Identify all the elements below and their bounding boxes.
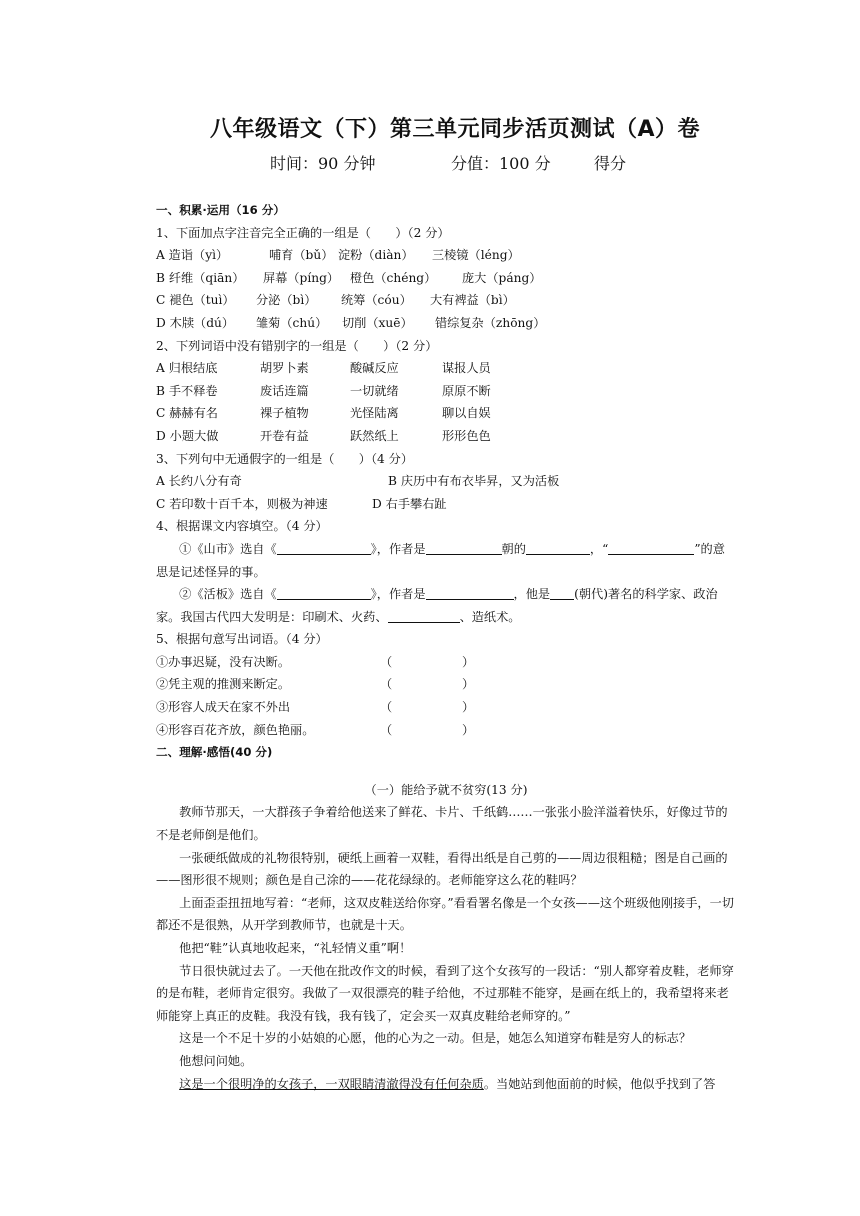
q2-d-2: 开卷有益 <box>260 428 309 443</box>
q2-c-4: 聊以自娱 <box>442 406 491 421</box>
q1-row-a <box>156 244 736 267</box>
q4-blank-1[interactable] <box>277 540 371 555</box>
q3-row-ab <box>156 470 736 493</box>
q2-c-3: 光怪陆离 <box>350 406 399 421</box>
q2-a-3: 酸碱反应 <box>350 361 399 376</box>
q1-a-4: 三棱镜（léng） <box>432 248 520 263</box>
exam-time: 时间：90 分钟 <box>270 154 376 173</box>
title-text: 八年级语文（下）第三单元同步活页测试（A）卷 <box>209 117 701 142</box>
q2-row-d <box>156 425 736 448</box>
passage-para-6: 这是一个不足十岁的小姑娘的心愿，他的心为之一动。但是，她怎么知道穿布鞋是穷人的标志？ <box>179 1031 692 1046</box>
passage-para-8: 这是一个很明净的女孩子，一双眼睛清澈得没有任何杂质。当她站到他面前的时候，他似乎找到了答 <box>179 1076 716 1091</box>
q4-line-2: ②《活板》选自《 》，作者是 ，他是 (朝代)著名的科学家、政治 <box>179 587 718 602</box>
q4-blank-7[interactable] <box>550 585 574 600</box>
q2-b-4: 原原不断 <box>442 383 491 398</box>
q1-row-b <box>156 267 736 290</box>
q1-c-3: 统筹（cóu） <box>341 293 412 308</box>
q2-stem: 2、下列词语中没有错别字的一组是（ ）（2 分） <box>156 338 438 353</box>
q5-item-1: ①办事迟疑，没有决断。 （ ） <box>156 654 475 669</box>
q4-blank-6[interactable] <box>426 585 514 600</box>
q3-a: A 长约八分有奇 <box>156 474 242 489</box>
passage-heading: （一）能给予就不贫穷(13 分) <box>364 782 528 797</box>
q2-b-3: 一切就绪 <box>350 383 399 398</box>
underlined-sentence: 这是一个很明净的女孩子，一双眼睛清澈得没有任何杂质 <box>179 1076 484 1091</box>
passage-para-2: 一张硬纸做成的礼物很特别，硬纸上画着一双鞋，看得出纸是自己剪的——周边很粗糙；图是自己画的——图形很不规则；颜色是自己涂的——花花绿绿的。老师能穿这么花的鞋吗？ <box>156 850 728 888</box>
q3-c: C 若印数十百千本，则极为神速 <box>156 496 328 511</box>
q1-b-1: B 纤维（qiān） <box>156 270 245 285</box>
q4-blank-4[interactable] <box>608 540 694 555</box>
q1-b-4: 庞大（páng） <box>462 270 542 285</box>
q2-row-a <box>156 357 736 380</box>
q3-stem: 3、下列句中无通假字的一组是（ ）（4 分） <box>156 451 414 466</box>
q2-c-2: 裸子植物 <box>260 406 309 421</box>
q1-a-1: A 造诣（yì） <box>156 248 229 263</box>
q1-row-d <box>156 312 736 335</box>
q1-b-2: 屏幕（píng） <box>263 270 340 285</box>
q1-d-3: 切削（xuē） <box>342 315 413 330</box>
q4-blank-5[interactable] <box>277 585 371 600</box>
q3-row-cd <box>156 493 736 516</box>
q4-blank-2[interactable] <box>426 540 502 555</box>
q4-line-2-cont: 家。我国古代四大发明是：印刷术、火药、 、造纸术。 <box>156 609 521 624</box>
q4-blank-3[interactable] <box>526 540 590 555</box>
passage-para-1: 教师节那天，一大群孩子争着给他送来了鲜花、卡片、千纸鹤……一张张小脸洋溢着快乐，好像过节的不是老师倒是他们。 <box>156 805 728 843</box>
q3-d: D 右手攀右趾 <box>372 496 447 511</box>
exam-score: 分值：100 分 <box>451 154 551 173</box>
q2-a-1: A 归根结底 <box>156 361 218 376</box>
q5-stem: 5、根据句意写出词语。（4 分） <box>156 632 328 647</box>
q5-item-4: ④形容百花齐放，颜色艳丽。 （ ） <box>156 722 475 737</box>
q2-b-1: B 手不释卷 <box>156 383 218 398</box>
q5-item-3: ③形容人成天在家不外出 （ ） <box>156 700 475 715</box>
passage-body <box>156 801 736 1095</box>
q4-line-1: ①《山市》选自《 》，作者是 朝的 ，“ ”的意 <box>179 541 725 556</box>
q4-line-1-cont: 思是记述怪异的事。 <box>156 564 266 579</box>
q1-b-3: 橙色（chéng） <box>350 270 437 285</box>
q2-b-2: 废话连篇 <box>260 383 309 398</box>
q1-c-4: 大有裨益（bì） <box>430 293 515 308</box>
q1-stem: 1、下面加点字注音完全正确的一组是（ ）（2 分） <box>156 225 450 240</box>
q2-row-b <box>156 380 736 403</box>
q2-row-c <box>156 402 736 425</box>
q2-a-4: 谋报人员 <box>442 361 491 376</box>
q1-c-1: C 褪色（tuì） <box>156 293 235 308</box>
exam-got: 得分 <box>594 154 627 173</box>
q2-d-1: D 小题大做 <box>156 428 219 443</box>
q2-d-3: 跃然纸上 <box>350 428 399 443</box>
passage-para-5: 节日很快就过去了。一天他在批改作文的时候，看到了这个女孩写的一段话：“别人都穿着皮鞋，老师穿的是布鞋，老师肯定很穷。我做了一双很漂亮的鞋子给他，不过那鞋不能穿，是画在纸上的，我希望将来老师能穿上真正的皮鞋。我没有钱，我有钱了，定会买一双真皮鞋给老师穿的。” <box>156 963 734 1023</box>
q1-a-2: 哺育（bǔ） <box>269 248 334 263</box>
q1-a-3: 淀粉（diàn） <box>338 248 414 263</box>
q1-row-c <box>156 289 736 312</box>
q2-a-2: 胡罗卜素 <box>260 361 309 376</box>
section-1-heading: 一、积累·运用（16 分） <box>156 203 285 217</box>
q3-b: B 庆历中有布衣毕昇，又为活板 <box>388 474 560 489</box>
q2-d-4: 形形色色 <box>442 428 491 443</box>
q2-c-1: C 赫赫有名 <box>156 406 218 421</box>
passage-para-3: 上面歪歪扭扭地写着：“老师，这双皮鞋送给你穿。”看看署名像是一个女孩——这个班级他刚接手，一切都还不是很熟，从开学到教师节，也就是十天。 <box>156 895 734 933</box>
q1-c-2: 分泌（bì） <box>256 293 317 308</box>
q1-d-1: D 木牍（dú） <box>156 315 235 330</box>
passage-para-4: 他把“鞋”认真地收起来，“礼轻情义重”啊！ <box>179 941 412 955</box>
page-title <box>0 112 860 143</box>
section-2-heading: 二、理解·感悟(40 分) <box>156 745 273 760</box>
q5-item-2: ②凭主观的推测来断定。 （ ） <box>156 677 475 692</box>
q1-d-2: 雏菊（chú） <box>256 315 328 330</box>
q4-blank-8[interactable] <box>388 608 460 623</box>
q4-stem: 4、根据课文内容填空。（4 分） <box>156 519 328 534</box>
q1-d-4: 错综复杂（zhōng） <box>435 315 546 330</box>
exam-content <box>156 199 736 1095</box>
passage-para-7: 他想问问她。 <box>179 1053 253 1068</box>
